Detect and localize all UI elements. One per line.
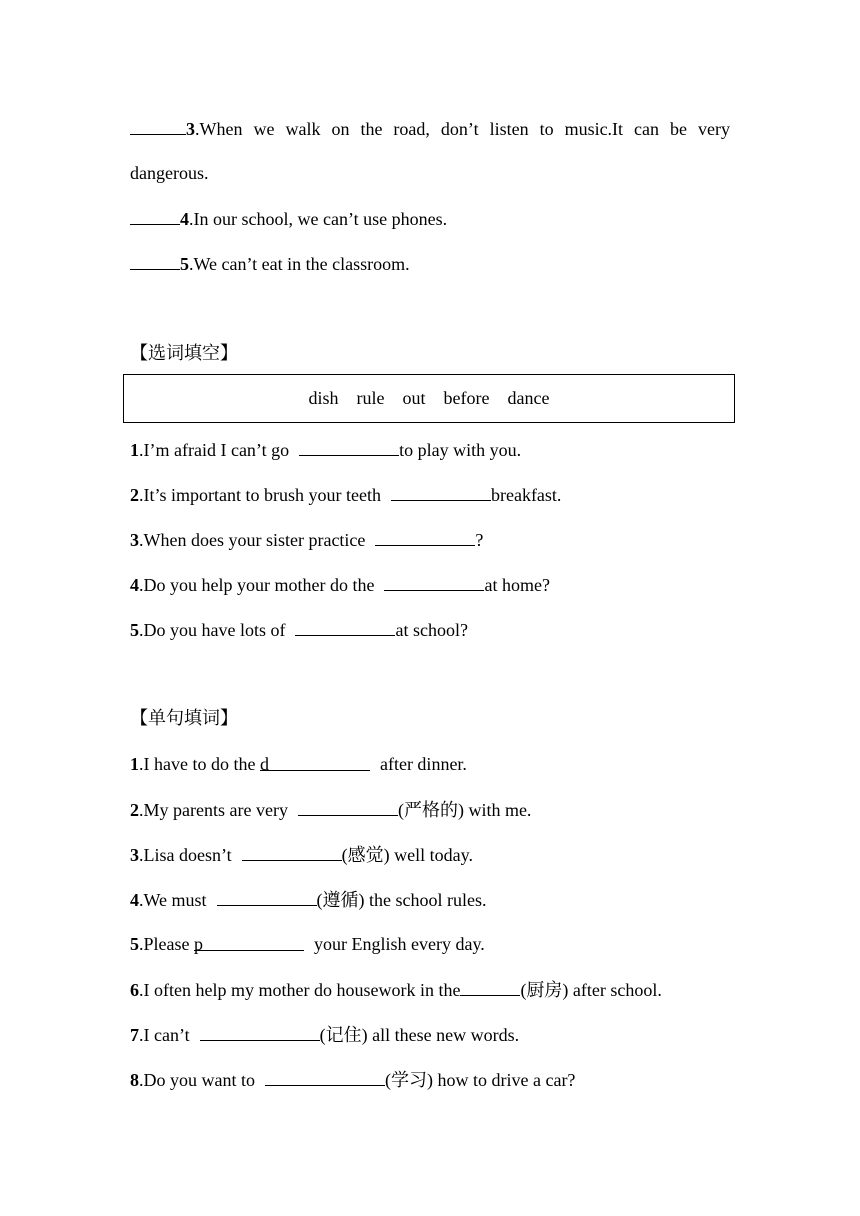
- word-choice-item-5: [130, 617, 468, 642]
- section-heading-word-choice: 【选词填空】: [130, 343, 238, 363]
- word-choice-item-1: [130, 437, 521, 462]
- item-text-continued: dangerous.: [130, 163, 209, 183]
- item-number: 2: [130, 485, 139, 505]
- item-text-after: (感觉) well today.: [341, 845, 473, 865]
- sentence-fill-item-5: [130, 932, 485, 956]
- answer-blank[interactable]: [295, 617, 395, 636]
- item-text: .We can’t eat in the classroom.: [189, 254, 410, 274]
- answer-blank[interactable]: [375, 527, 475, 546]
- word-choice-item-4: [130, 572, 550, 597]
- answer-blank[interactable]: [299, 437, 399, 456]
- word-bank-item: out: [402, 388, 426, 408]
- item-number: 7: [130, 1025, 139, 1045]
- answer-blank[interactable]: [259, 752, 370, 774]
- word-bank-item: dish: [308, 388, 339, 408]
- item-number: 4: [130, 890, 139, 910]
- answer-blank[interactable]: [193, 932, 304, 954]
- item-text: .I have to do the: [139, 754, 260, 774]
- answer-blank[interactable]: [265, 1067, 385, 1086]
- item-text-after: (遵循) the school rules.: [316, 890, 487, 910]
- item-text: .In our school, we can’t use phones.: [189, 209, 448, 229]
- word-bank-item: dance: [507, 388, 550, 408]
- sentence-fill-item-8: [130, 1067, 575, 1092]
- item-text-after: to play with you.: [399, 440, 522, 460]
- item-text: .When does your sister practice: [139, 530, 366, 550]
- item-text: .Do you help your mother do the: [139, 575, 375, 595]
- item-number: 5: [130, 620, 139, 640]
- answer-blank[interactable]: [130, 251, 180, 270]
- sentence-fill-item-2: [130, 797, 531, 822]
- item-text-after: at home?: [484, 575, 550, 595]
- item-number: 8: [130, 1070, 139, 1090]
- item-number: 5: [130, 934, 139, 954]
- word-bank-box: [123, 374, 735, 423]
- item-number: 4: [130, 575, 139, 595]
- judge-item-4: [130, 206, 447, 231]
- answer-blank[interactable]: [384, 572, 484, 591]
- item-text-after: (学习) how to drive a car?: [385, 1070, 576, 1090]
- item-text: .I often help my mother do housework in the: [139, 980, 461, 1000]
- answer-blank[interactable]: [200, 1022, 320, 1041]
- item-text: .When we walk on the road, don’t listen to music.It can be very: [195, 119, 730, 139]
- first-letter-hint: d: [259, 754, 269, 774]
- sentence-fill-item-1: [130, 752, 467, 776]
- item-text: .Do you have lots of: [139, 620, 286, 640]
- item-number: 3: [130, 845, 139, 865]
- answer-blank[interactable]: [242, 842, 342, 861]
- sentence-fill-item-6: [130, 977, 662, 1002]
- item-number: 5: [180, 254, 189, 274]
- item-text-after: (记住) all these new words.: [319, 1025, 520, 1045]
- answer-blank[interactable]: [460, 977, 520, 996]
- item-number: 4: [180, 209, 189, 229]
- item-text: .Please: [139, 934, 194, 954]
- word-bank-item: rule: [356, 388, 385, 408]
- item-text: .I can’t: [139, 1025, 190, 1045]
- item-text-after: breakfast.: [490, 485, 562, 505]
- answer-blank[interactable]: [298, 797, 398, 816]
- word-bank-item: before: [443, 388, 490, 408]
- sentence-fill-item-4: [130, 887, 487, 912]
- answer-blank[interactable]: [130, 116, 186, 135]
- item-text: .We must: [139, 890, 207, 910]
- item-text-after: ?: [475, 530, 484, 550]
- item-number: 3: [186, 119, 195, 139]
- item-number: 2: [130, 800, 139, 820]
- sentence-fill-item-7: [130, 1022, 519, 1047]
- item-text-after: your English every day.: [313, 934, 485, 954]
- item-text: .Lisa doesn’t: [139, 845, 232, 865]
- judge-item-3-continuation: [130, 161, 208, 185]
- item-number: 6: [130, 980, 139, 1000]
- answer-blank[interactable]: [130, 206, 180, 225]
- item-text-after: at school?: [395, 620, 468, 640]
- section-heading-sentence-fill: 【单句填词】: [130, 708, 238, 728]
- item-number: 3: [130, 530, 139, 550]
- first-letter-hint: p: [193, 934, 203, 954]
- judge-item-5: [130, 251, 410, 276]
- judge-item-3: [130, 116, 730, 141]
- item-text: .My parents are very: [139, 800, 288, 820]
- item-number: 1: [130, 754, 139, 774]
- sentence-fill-item-3: [130, 842, 473, 867]
- word-choice-item-2: [130, 482, 561, 507]
- item-text: .I’m afraid I can’t go: [139, 440, 290, 460]
- answer-blank[interactable]: [391, 482, 491, 501]
- word-choice-item-3: [130, 527, 483, 552]
- item-text: .Do you want to: [139, 1070, 255, 1090]
- item-text-after: (厨房) after school.: [520, 980, 662, 1000]
- item-text-after: after dinner.: [379, 754, 467, 774]
- item-number: 1: [130, 440, 139, 460]
- answer-blank[interactable]: [217, 887, 317, 906]
- item-text-after: (严格的) with me.: [397, 800, 532, 820]
- item-text: .It’s important to brush your teeth: [139, 485, 381, 505]
